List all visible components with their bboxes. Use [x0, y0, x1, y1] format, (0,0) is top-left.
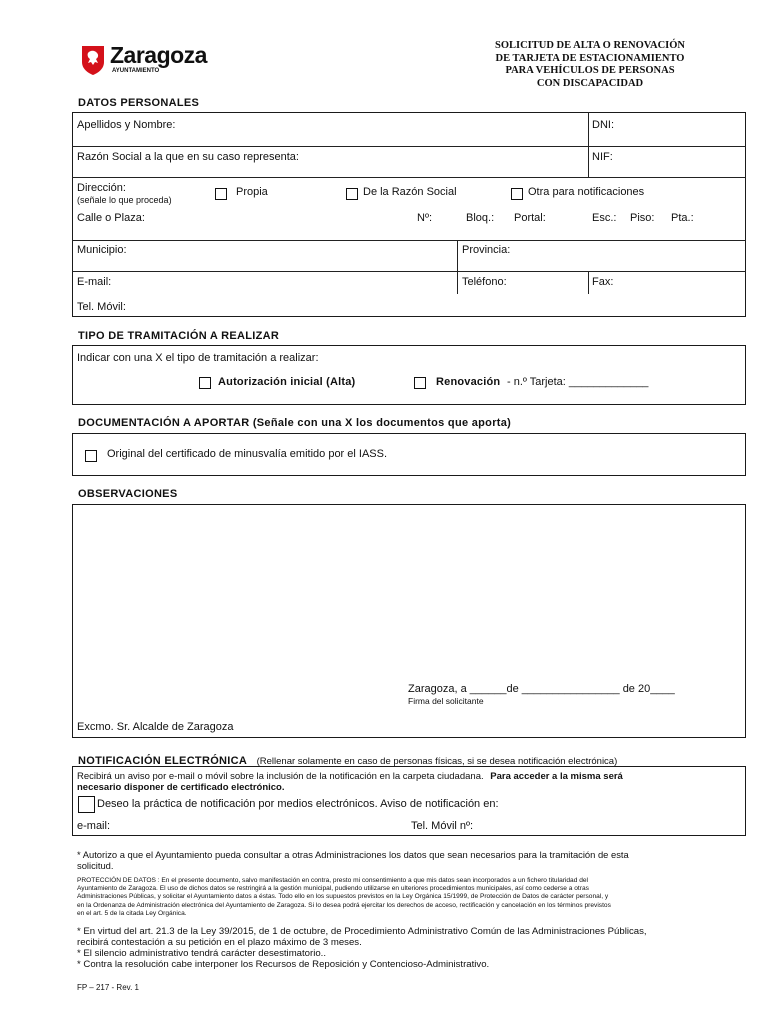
calle-field[interactable]: Calle o Plaza: — [77, 212, 145, 224]
notificacion-aviso — [77, 771, 741, 793]
legal-line: * El silencio administrativo tendrá carácter desestimatorio.. — [77, 948, 327, 959]
proteccion-line: en el art. 5 de la citada Ley Orgánica. — [77, 909, 187, 917]
certificado-label: Original del certificado de minusvalía emitido por el IASS. — [107, 448, 388, 460]
section-title-tramitacion: TIPO DE TRAMITACIÓN A REALIZAR — [78, 330, 280, 342]
email-field[interactable]: E-mail: — [77, 276, 112, 288]
nif-field[interactable]: NIF: — [592, 151, 613, 163]
tarjeta-number-field[interactable]: - n.º Tarjeta: _____________ — [507, 376, 649, 388]
autorizo-line: * Autorizo a que el Ayuntamiento pueda consultar a otras Administraciones los datos que sean necesarios para la tramitación de esta — [77, 849, 629, 860]
apellidos-field[interactable]: Apellidos y Nombre: — [77, 119, 176, 131]
piso-field[interactable]: Piso: — [630, 212, 655, 224]
razon-social-field[interactable]: Razón Social a la que en su caso representa: — [77, 151, 299, 163]
alta-checkbox[interactable] — [199, 377, 211, 389]
legal-line: * En virtud del art. 21.3 de la Ley 39/2015, de 1 de octubre, de Procedimiento Administrativo Común de las Administraciones Públicas, — [77, 926, 647, 937]
provincia-field[interactable]: Provincia: — [462, 244, 511, 256]
firma-label: Firma del solicitante — [408, 696, 484, 706]
otra-notificaciones-checkbox[interactable] — [511, 188, 523, 200]
legal-line: recibirá contestación a su petición en el plazo máximo de 3 meses. — [77, 937, 362, 948]
notificacion-title: NOTIFICACIÓN ELECTRÓNICA — [78, 755, 248, 767]
logo-subtitle: AYUNTAMIENTO — [112, 68, 160, 74]
razon-social-checkbox[interactable] — [346, 188, 358, 200]
proteccion-line: en la Ordenanza de Administración electrónica del Ayuntamiento de Zaragoza. Si lo desea podrá ejercitar los derechos de acceso, rectificación y cancelación en los términos previstos — [77, 901, 611, 909]
fax-field[interactable]: Fax: — [592, 276, 614, 288]
title-line: DE TARJETA DE ESTACIONAMIENTO — [495, 52, 685, 64]
aviso-bold-text-2: necesario disponer de certificado electrónico. — [77, 782, 285, 793]
zaragoza-logo — [80, 42, 220, 78]
puerta-field[interactable]: Pta.: — [671, 212, 694, 224]
deseo-notificacion-label: Deseo la práctica de notificación por medios electrónicos. Aviso de notificación en: — [97, 798, 499, 810]
dni-field[interactable]: DNI: — [592, 119, 614, 131]
footer-code: FP – 217 - Rev. 1 — [77, 983, 139, 992]
logo-name: Zaragoza — [110, 42, 207, 68]
title-line: SOLICITUD DE ALTA O RENOVACIÓN — [494, 40, 686, 51]
title-line: CON DISCAPACIDAD — [536, 77, 644, 89]
form-title — [440, 40, 740, 90]
escalera-field[interactable]: Esc.: — [592, 212, 617, 224]
section-title-personal: DATOS PERSONALES — [78, 97, 200, 109]
fecha-field[interactable]: Zaragoza, a ______de ________________ de 20____ — [408, 683, 675, 695]
section-title-observaciones: OBSERVACIONES — [78, 488, 178, 500]
direccion-label: Dirección: — [77, 182, 126, 194]
autorizo-line: solicitud. — [77, 860, 114, 871]
certificado-checkbox[interactable] — [85, 450, 97, 462]
propia-checkbox[interactable] — [215, 188, 227, 200]
bloque-field[interactable]: Bloq.: — [466, 212, 495, 224]
numero-field[interactable]: Nº: — [417, 212, 433, 224]
notificacion-note: (Rellenar solamente en caso de personas físicas, si se desea notificación electrónica) — [256, 756, 618, 767]
razon-social-option-label: De la Razón Social — [363, 186, 457, 198]
renovacion-label: Renovación — [436, 376, 501, 388]
movil-field[interactable]: Tel. Móvil: — [77, 301, 126, 313]
propia-label: Propia — [236, 186, 268, 198]
renovacion-checkbox[interactable] — [414, 377, 426, 389]
municipio-field[interactable]: Municipio: — [77, 244, 127, 256]
proteccion-line: Administraciones Públicas, y solicitar el Ayuntamiento datos a éstas. Todo ello en los supuestos previstos en la Ley Orgánica 15/1999, de Protección de Datos de carácter personal, y — [77, 893, 609, 901]
autorizo-text — [77, 849, 629, 871]
deseo-notificacion-checkbox[interactable] — [78, 796, 95, 813]
proteccion-line: Ayuntamiento de Zaragoza. El uso de dichos datos se restringirá a la gestión municipal, pudiendo utilizarse en ulteriores procedimientos municipales, así como cederse a otras — [77, 885, 589, 893]
legal-line: * Contra la resolución cabe interponer los Recursos de Reposición y Contencioso-Administrativo. — [77, 959, 490, 970]
alta-label: Autorización inicial (Alta) — [218, 376, 356, 388]
direccion-hint: (señale lo que proceda) — [77, 195, 172, 205]
proteccion-line: PROTECCIÓN DE DATOS : En el presente documento, salvo manifestación en contra, presto mi consentimiento a que mis datos sean incorporados a un fichero titularidad del — [77, 877, 589, 884]
lion-shield-icon — [80, 44, 106, 76]
portal-field[interactable]: Portal: — [514, 212, 546, 224]
aviso-text: Recibirá un aviso por e-mail o móvil sobre la inclusión de la notificación en la carpeta ciudadana. — [77, 771, 484, 782]
section-title-documentacion: DOCUMENTACIÓN A APORTAR (Señale con una X los documentos que aporta) — [78, 417, 512, 429]
notificacion-movil-field[interactable]: Tel. Móvil nº: — [411, 820, 474, 832]
tramitacion-instruction: Indicar con una X el tipo de tramitación a realizar: — [77, 352, 319, 364]
proteccion-datos-text — [77, 877, 747, 918]
title-line: PARA VEHÍCULOS DE PERSONAS — [505, 65, 675, 76]
telefono-field[interactable]: Teléfono: — [462, 276, 507, 288]
otra-notificaciones-label: Otra para notificaciones — [528, 186, 645, 198]
legal-text — [77, 926, 647, 970]
notificacion-email-field[interactable]: e-mail: — [77, 820, 111, 832]
aviso-bold-text: Para acceder a la misma será — [490, 771, 623, 782]
destinatario-label: Excmo. Sr. Alcalde de Zaragoza — [77, 721, 234, 733]
